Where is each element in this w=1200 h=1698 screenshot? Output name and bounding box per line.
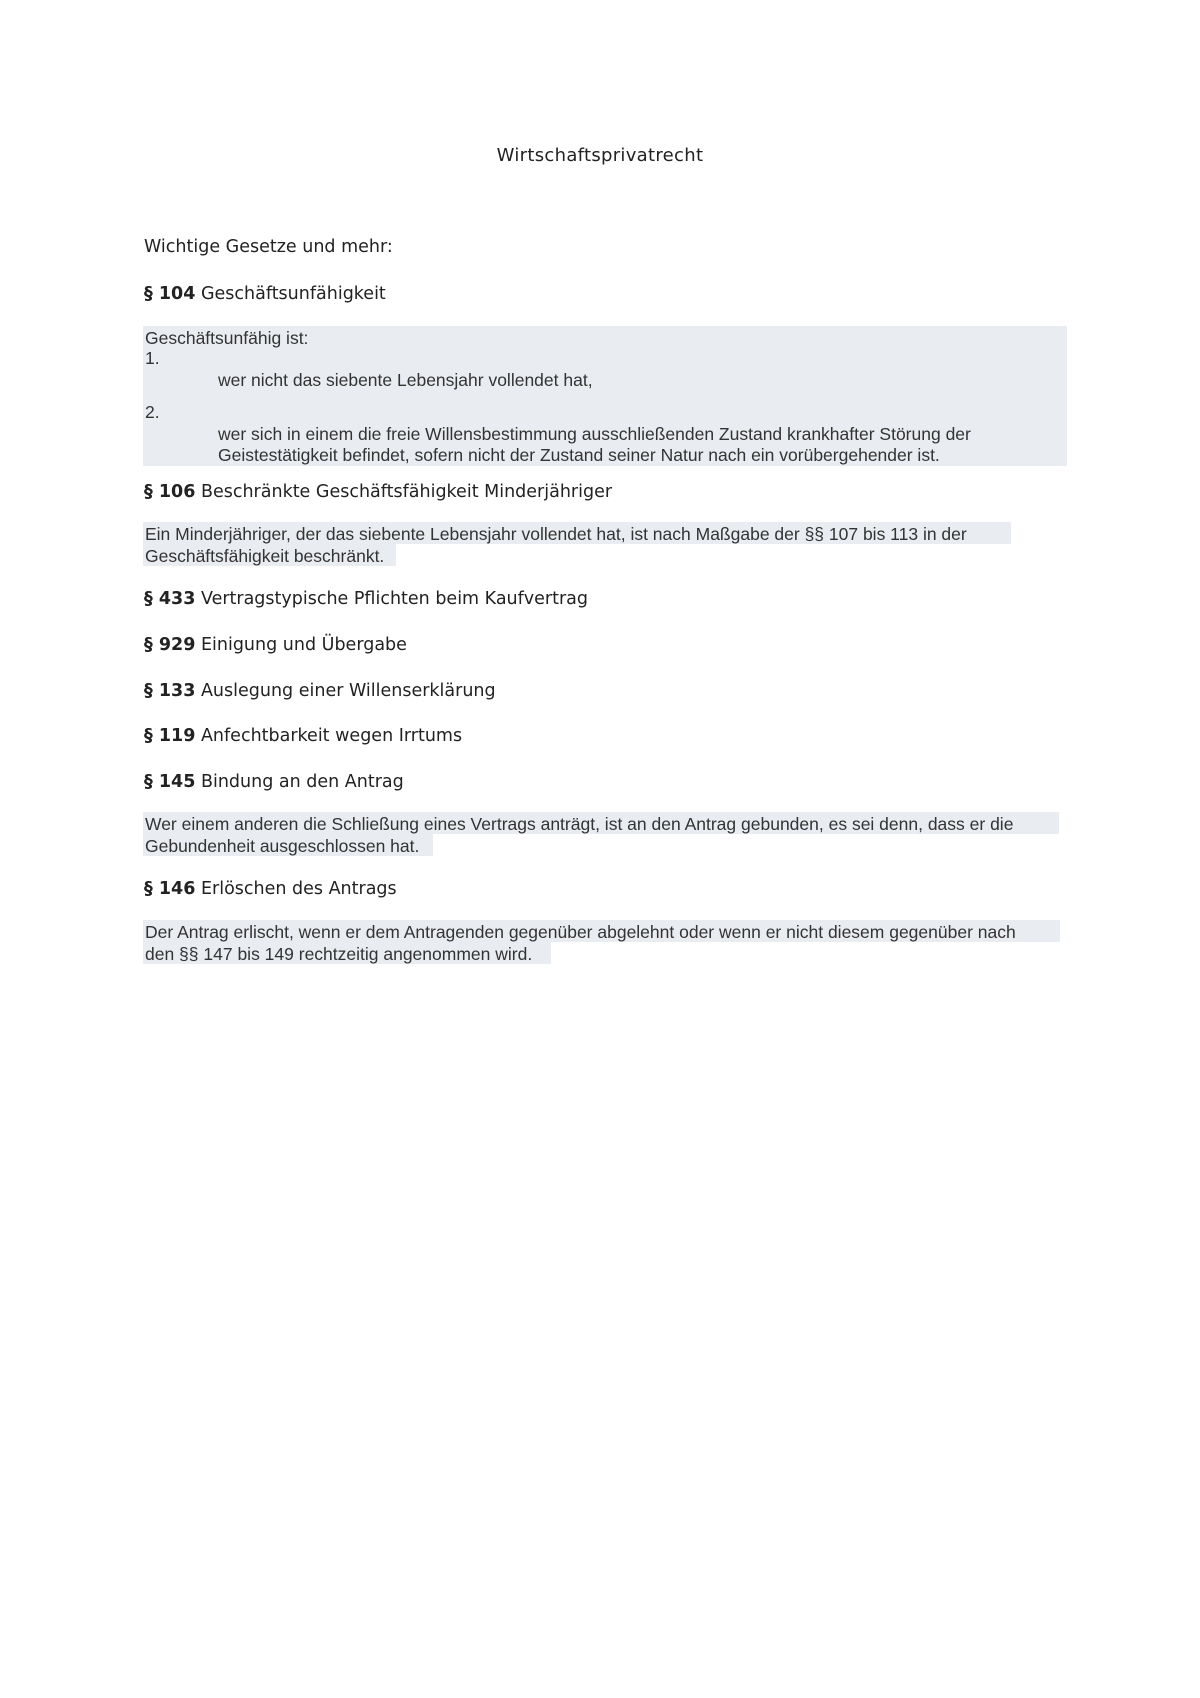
section-title: Vertragstypische Pflichten beim Kaufvertrag bbox=[200, 589, 589, 609]
section-number: § 119 bbox=[144, 726, 196, 746]
section-104-lead: Geschäftsunfähig ist: bbox=[145, 328, 309, 348]
section-title: Beschränkte Geschäftsfähigkeit Minderjähriger bbox=[200, 482, 613, 502]
intro-heading: Wichtige Gesetze und mehr: bbox=[144, 237, 393, 257]
section-heading-119 bbox=[144, 726, 462, 746]
section-heading-929 bbox=[144, 635, 407, 655]
section-number: § 106 bbox=[144, 482, 196, 502]
section-heading-133 bbox=[144, 681, 496, 701]
section-number: § 145 bbox=[144, 772, 196, 792]
section-title: Bindung an den Antrag bbox=[200, 772, 404, 792]
list-marker-2: 2. bbox=[145, 402, 160, 422]
list-item-2-line-1: wer sich in einem die freie Willensbestimmung ausschließenden Zustand krankhafter Störung der bbox=[218, 424, 971, 444]
section-106-line-2: Geschäftsfähigkeit beschränkt. bbox=[145, 546, 385, 566]
section-146-line-1: Der Antrag erlischt, wenn er dem Antragenden gegenüber abgelehnt oder wenn er nicht diesem gegenüber nach bbox=[145, 922, 1016, 942]
section-heading-433 bbox=[144, 589, 588, 609]
section-title: Auslegung einer Willenserklärung bbox=[200, 681, 496, 701]
section-number: § 146 bbox=[144, 879, 196, 899]
section-145-line-2: Gebundenheit ausgeschlossen hat. bbox=[145, 836, 420, 856]
section-number: § 433 bbox=[144, 589, 196, 609]
section-146-line-2: den §§ 147 bis 149 rechtzeitig angenommen wird. bbox=[145, 944, 533, 964]
section-number: § 133 bbox=[144, 681, 196, 701]
section-title: Geschäftsunfähigkeit bbox=[200, 284, 386, 304]
section-number: § 104 bbox=[144, 284, 196, 304]
section-heading-104 bbox=[144, 284, 386, 304]
section-heading-106 bbox=[144, 482, 612, 502]
section-title: Einigung und Übergabe bbox=[200, 635, 407, 655]
section-title: Anfechtbarkeit wegen Irrtums bbox=[200, 726, 463, 746]
section-145-line-1: Wer einem anderen die Schließung eines Vertrags anträgt, ist an den Antrag gebunden, es sei denn, dass er die bbox=[145, 814, 1014, 834]
list-item-2-line-2: Geistestätigkeit befindet, sofern nicht der Zustand seiner Natur nach ein vorübergehender ist. bbox=[218, 445, 940, 465]
list-item-1-line-1: wer nicht das siebente Lebensjahr vollendet hat, bbox=[218, 370, 593, 390]
section-heading-146 bbox=[144, 879, 397, 899]
section-title: Erlöschen des Antrags bbox=[200, 879, 397, 899]
section-106-line-1: Ein Minderjähriger, der das siebente Lebensjahr vollendet hat, ist nach Maßgabe der §§ 107 bis 113 in der bbox=[145, 524, 967, 544]
section-number: § 929 bbox=[144, 635, 196, 655]
list-marker-1: 1. bbox=[145, 348, 160, 368]
document-title: Wirtschaftsprivatrecht bbox=[496, 145, 704, 166]
section-heading-145 bbox=[144, 772, 404, 792]
